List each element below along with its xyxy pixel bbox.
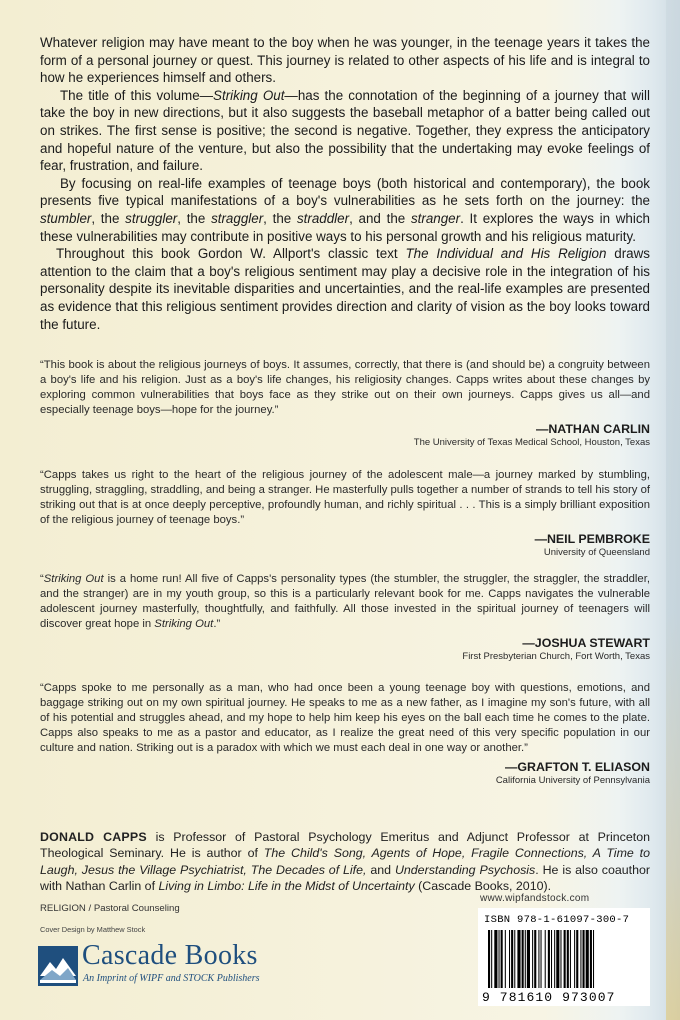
term-italic: straddler	[296, 210, 350, 226]
blurb-text: Throughout this book Gordon W. Allport's classic text	[56, 246, 406, 262]
endorsement-quote: “ Capps spoke to me personally as a man, who had once been a young teenage boy with questions, emotions, and baggage striking out on my own spiritual journey. He speaks to me as a new father, as I imagine my son's future, with all of his potential and struggles ahead, and my hope to help him keep his eyes on the ball each time he comes to the plate. Capps also speaks to me as a pastor and educator, as I realize the great need of this very specific population in our culture and nation. Striking out is a paradox with which we must each deal in one way or another. ”	[40, 681, 650, 756]
mountains-logo-icon	[38, 946, 78, 986]
barcode-bar	[525, 930, 526, 988]
barcode-bar	[567, 930, 569, 988]
isbn-barcode	[478, 908, 650, 1006]
term-italic: stranger	[410, 210, 461, 226]
barcode-bar	[527, 930, 530, 988]
barcode-bar	[564, 930, 566, 988]
barcode-bar	[488, 930, 490, 988]
barcode-bar	[593, 930, 594, 988]
blurb-paragraph-3	[40, 175, 650, 245]
barcode-bar	[505, 930, 506, 988]
author-bio	[40, 829, 650, 895]
publisher-imprint: An Imprint of WIPF and STOCK Publishers	[83, 973, 260, 984]
endorsement-2	[40, 468, 650, 559]
barcode-bar	[511, 930, 513, 988]
barcode-bar	[499, 930, 500, 988]
barcode-bar	[509, 930, 510, 988]
endorsement-author: —GRAFTON T. ELIASON	[504, 760, 650, 774]
barcode-bar	[580, 930, 581, 988]
endorsement-affiliation: The University of Texas Medical School, Houston, Texas	[413, 437, 650, 448]
endorsement-4	[40, 681, 650, 787]
publisher-logo	[38, 942, 298, 990]
blurb-text: . It explores the ways in which these vulnerabilities may contribute in positive ways to his personal growth and his religious maturity.	[40, 210, 650, 244]
endorsement-author: —JOSHUA STEWART	[522, 636, 650, 650]
barcode-bar	[545, 930, 546, 988]
endorsement-quote	[40, 572, 650, 632]
barcode-bar	[551, 930, 552, 988]
barcode-bar	[590, 930, 592, 988]
quote-text: is a home run! All five of Capps's personality types (the stumbler, the struggler, the straggler, the straddler, and the stranger) are in my youth group, so this is a particularly relevant book for me. Capps navigates the vulnerable adolescent journey masterfully, thoughtfully, and faithfully. All those invested in the spiritual journey of teenagers will discover great hope in	[40, 573, 650, 630]
book-title-italic: Striking Out	[154, 618, 214, 630]
publisher-url: www.wipfandstock.com	[480, 893, 590, 904]
term-italic: straggler	[211, 210, 264, 226]
endorsement-affiliation: University of Queensland	[543, 547, 650, 558]
barcode-bar	[534, 930, 536, 988]
blurb-text: By focusing on real-life examples of teenage boys (both historical and contemporary), the book presents five typical manifestations of a boy's vulnerabilities as he sets forth on the journey: the	[40, 175, 650, 209]
barcode-bar	[538, 930, 539, 988]
barcode-bar	[522, 930, 524, 988]
barcode-bar	[541, 930, 542, 988]
description-blurb	[40, 34, 650, 333]
blurb-text: , and the	[349, 210, 411, 226]
blurb-text: Whatever religion may have meant to the boy when he was younger, in the teenage years it takes the form of a personal journey or quest. This journey is related to other aspects of his life and is integral to how he experiences himself and others.	[40, 35, 650, 86]
author-name: DONALD CAPPS	[40, 830, 147, 844]
barcode-bar	[514, 930, 515, 988]
book-title-italic: Understanding Psychosis	[394, 862, 536, 877]
term-italic: struggler	[125, 210, 178, 226]
barcode-bar	[501, 930, 503, 988]
endorsement-quote: “ Capps takes us right to the heart of the religious journey of the adolescent male—a journey marked by stumbling, struggling, straggling, straddling, and being a stranger. He masterfully pulls together a number of strands to tell his story of striking out that is at once deeply perceptive, profoundly human, and richly spiritual . . . This is a simply brilliant exposition of the religious journey of teenage boys. ”	[40, 468, 650, 528]
publisher-name: Cascade Books	[82, 940, 258, 971]
blurb-paragraph-1	[40, 34, 650, 87]
barcode-bar	[583, 930, 585, 988]
blurb-text: , the	[91, 210, 126, 226]
endorsement-quote: “ This book is about the religious journeys of boys. It assumes, correctly, that there is (and should be) a congruity between a boy's life and his religion. Just as a boy's life changes, his religiosity changes. Capps writes about these changes by exploring common vulnerabilities that boys face as they strike out on their own journeys. Capps gives us all—and especially teenage boys—hope for the journey. ”	[40, 358, 650, 418]
blurb-text: draws attention to the claim that a boy's religious sentiment may play a decisive role in the integration of his personality despite its inevitable disparities and uncertainties, and the real-life examples are presented as evidence that this religious sentiment provides direction and clarity of vision as the boy looks toward the future.	[40, 246, 650, 332]
blurb-paragraph-4	[40, 245, 650, 333]
barcode-icon	[484, 930, 644, 988]
bio-text: and	[366, 862, 395, 877]
blurb-paragraph-2	[40, 87, 650, 175]
barcode-bar	[494, 930, 497, 988]
barcode-digits: 9 781610 973007	[482, 990, 616, 1005]
endorsement-author: —NATHAN CARLIN	[535, 422, 650, 436]
isbn-number: ISBN 978-1-61097-300-7	[484, 914, 630, 926]
bio-text: (Cascade Books, 2010).	[414, 879, 552, 894]
blurb-text: , the	[177, 210, 212, 226]
blurb-text: —has the connotation of the beginning of a journey that will take the boy in new directions, but it also suggests the baseball metaphor of a batter being called out on strikes. The first sense is positive; the second is negative. Together, they express the anticipatory and hopeful nature of the venture, but also the possibility that the undertaking may evoke feelings of fear, frustration, and failure.	[40, 87, 650, 174]
book-list-italic: The Child's Song, Agents of Hope, Fragile Connections, A Time to Laugh, Jesus the Village Psychiatrist, The Decades of Life,	[40, 846, 650, 877]
barcode-bar	[548, 930, 550, 988]
book-title-italic: Living in Limbo: Life in the Midst of Uncertainty	[158, 879, 415, 894]
cover-design-credit: Cover Design by Matthew Stock	[40, 925, 146, 934]
blurb-text: The title of this volume—	[60, 87, 214, 103]
barcode-bar	[517, 930, 520, 988]
term-italic: stumbler	[40, 210, 92, 226]
bio-text: . He is also coauthor with Nathan Carlin of	[40, 862, 651, 894]
book-title-italic: The Individual and His Religion	[405, 246, 607, 262]
barcode-bar	[556, 930, 559, 988]
endorsement-author: —NEIL PEMBROKE	[534, 532, 650, 546]
blurb-text: , the	[263, 210, 297, 226]
barcode-bar	[570, 930, 571, 988]
barcode-bar	[586, 930, 589, 988]
book-title-italic: Striking Out	[213, 87, 285, 103]
quote-text: .	[213, 618, 217, 630]
barcode-bar	[574, 930, 575, 988]
endorsement-3	[40, 572, 650, 663]
barcode-bar	[554, 930, 555, 988]
barcode-bar	[532, 930, 533, 988]
barcode-bar	[491, 930, 492, 988]
endorsement-affiliation: California University of Pennsylvania	[495, 775, 650, 786]
endorsement-affiliation: First Presbyterian Church, Fort Worth, Texas	[462, 651, 650, 662]
category-label: RELIGION / Pastoral Counseling	[40, 903, 180, 914]
book-title-italic: Striking Out	[43, 573, 104, 585]
endorsement-1	[40, 358, 650, 449]
barcode-bar	[560, 930, 561, 988]
barcode-bar	[576, 930, 578, 988]
bio-text: is Professor of Pastoral Psychology Emeritus and Adjunct Professor at Princeton Theological Seminary. He is author of	[40, 830, 650, 861]
